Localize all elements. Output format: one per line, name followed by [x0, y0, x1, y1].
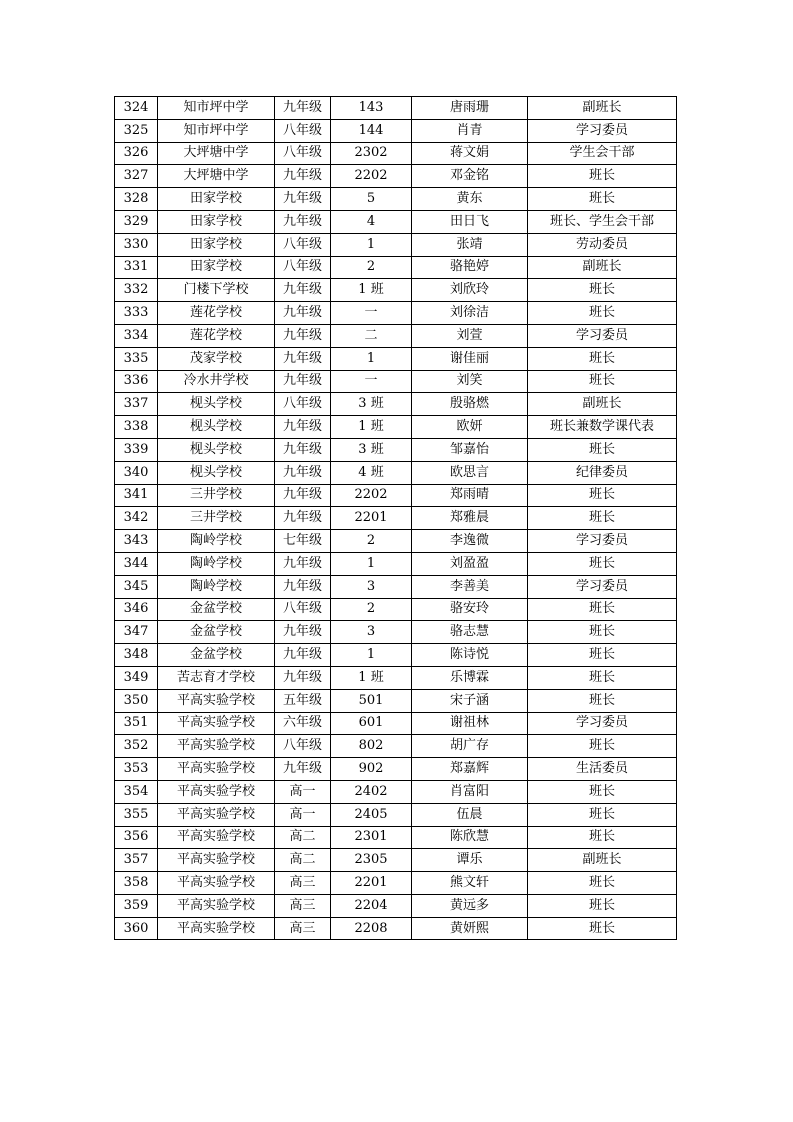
cell-school: 冷水井学校 — [158, 370, 275, 393]
cell-role: 班长 — [528, 872, 677, 895]
cell-school: 枧头学校 — [158, 416, 275, 439]
cell-number: 343 — [115, 530, 158, 553]
cell-school: 平高实验学校 — [158, 849, 275, 872]
table-row — [115, 416, 677, 439]
cell-grade: 九年级 — [275, 188, 331, 211]
cell-name: 李善美 — [412, 575, 528, 598]
cell-class: 3 班 — [331, 393, 412, 416]
cell-school: 平高实验学校 — [158, 803, 275, 826]
cell-grade: 高二 — [275, 849, 331, 872]
cell-class: 2 — [331, 598, 412, 621]
cell-name: 欧妍 — [412, 416, 528, 439]
table-row — [115, 894, 677, 917]
cell-grade: 八年级 — [275, 233, 331, 256]
cell-school: 枧头学校 — [158, 461, 275, 484]
table-row — [115, 119, 677, 142]
table-row — [115, 666, 677, 689]
table-row — [115, 210, 677, 233]
table-row — [115, 279, 677, 302]
cell-name: 骆安玲 — [412, 598, 528, 621]
cell-number: 331 — [115, 256, 158, 279]
cell-class: 802 — [331, 735, 412, 758]
cell-school: 苦志育才学校 — [158, 666, 275, 689]
cell-class: 2201 — [331, 872, 412, 895]
cell-class: 2402 — [331, 780, 412, 803]
cell-role: 班长 — [528, 347, 677, 370]
cell-role: 学习委员 — [528, 575, 677, 598]
cell-role: 班长 — [528, 279, 677, 302]
cell-school: 平高实验学校 — [158, 894, 275, 917]
cell-name: 骆志慧 — [412, 621, 528, 644]
cell-class: 2201 — [331, 507, 412, 530]
cell-number: 347 — [115, 621, 158, 644]
cell-school: 平高实验学校 — [158, 826, 275, 849]
cell-name: 刘欣玲 — [412, 279, 528, 302]
cell-school: 陶岭学校 — [158, 552, 275, 575]
table-row — [115, 712, 677, 735]
table-row — [115, 347, 677, 370]
table-row — [115, 552, 677, 575]
cell-school: 田家学校 — [158, 233, 275, 256]
cell-class: 3 — [331, 621, 412, 644]
cell-name: 刘盈盈 — [412, 552, 528, 575]
cell-number: 329 — [115, 210, 158, 233]
cell-class: 2204 — [331, 894, 412, 917]
cell-name: 殷骆燃 — [412, 393, 528, 416]
cell-number: 358 — [115, 872, 158, 895]
cell-school: 平高实验学校 — [158, 689, 275, 712]
cell-role: 班长 — [528, 165, 677, 188]
cell-class: 2202 — [331, 484, 412, 507]
table-row — [115, 165, 677, 188]
cell-number: 324 — [115, 97, 158, 120]
cell-school: 平高实验学校 — [158, 872, 275, 895]
table-row — [115, 644, 677, 667]
cell-number: 337 — [115, 393, 158, 416]
cell-role: 班长 — [528, 780, 677, 803]
cell-number: 327 — [115, 165, 158, 188]
cell-class: 2405 — [331, 803, 412, 826]
cell-school: 平高实验学校 — [158, 917, 275, 940]
cell-name: 肖富阳 — [412, 780, 528, 803]
cell-grade: 八年级 — [275, 142, 331, 165]
cell-name: 肖青 — [412, 119, 528, 142]
cell-role: 班长兼数学课代表 — [528, 416, 677, 439]
cell-role: 班长 — [528, 689, 677, 712]
cell-grade: 九年级 — [275, 484, 331, 507]
cell-class: 4 班 — [331, 461, 412, 484]
cell-class: 902 — [331, 758, 412, 781]
cell-school: 平高实验学校 — [158, 735, 275, 758]
cell-name: 李逸微 — [412, 530, 528, 553]
cell-grade: 九年级 — [275, 210, 331, 233]
cell-school: 陶岭学校 — [158, 575, 275, 598]
cell-number: 355 — [115, 803, 158, 826]
cell-number: 360 — [115, 917, 158, 940]
cell-number: 332 — [115, 279, 158, 302]
cell-grade: 九年级 — [275, 165, 331, 188]
cell-name: 郑雅晨 — [412, 507, 528, 530]
cell-role: 班长 — [528, 666, 677, 689]
cell-number: 356 — [115, 826, 158, 849]
cell-name: 谭乐 — [412, 849, 528, 872]
cell-grade: 七年级 — [275, 530, 331, 553]
cell-school: 莲花学校 — [158, 324, 275, 347]
cell-school: 枧头学校 — [158, 438, 275, 461]
cell-name: 宋子涵 — [412, 689, 528, 712]
cell-number: 341 — [115, 484, 158, 507]
table-row — [115, 188, 677, 211]
cell-name: 邓金铭 — [412, 165, 528, 188]
table-row — [115, 917, 677, 940]
cell-name: 陈欣慧 — [412, 826, 528, 849]
table-row — [115, 849, 677, 872]
table-row — [115, 575, 677, 598]
cell-name: 刘笑 — [412, 370, 528, 393]
cell-school: 田家学校 — [158, 188, 275, 211]
cell-grade: 高一 — [275, 803, 331, 826]
cell-role: 学习委员 — [528, 324, 677, 347]
cell-name: 胡广存 — [412, 735, 528, 758]
cell-number: 330 — [115, 233, 158, 256]
cell-class: 2301 — [331, 826, 412, 849]
cell-class: 1 — [331, 233, 412, 256]
table-row — [115, 97, 677, 120]
cell-role: 班长 — [528, 894, 677, 917]
cell-number: 345 — [115, 575, 158, 598]
cell-grade: 八年级 — [275, 393, 331, 416]
table-row — [115, 803, 677, 826]
cell-class: 501 — [331, 689, 412, 712]
student-roster-table — [114, 96, 677, 940]
cell-role: 班长 — [528, 484, 677, 507]
cell-grade: 五年级 — [275, 689, 331, 712]
cell-name: 刘萱 — [412, 324, 528, 347]
cell-number: 359 — [115, 894, 158, 917]
cell-class: 二 — [331, 324, 412, 347]
cell-class: 1 班 — [331, 416, 412, 439]
cell-name: 郑嘉辉 — [412, 758, 528, 781]
cell-grade: 高三 — [275, 872, 331, 895]
cell-school: 门楼下学校 — [158, 279, 275, 302]
cell-class: 2302 — [331, 142, 412, 165]
cell-role: 班长 — [528, 803, 677, 826]
table-row — [115, 438, 677, 461]
cell-school: 知市坪中学 — [158, 97, 275, 120]
cell-grade: 八年级 — [275, 598, 331, 621]
cell-school: 枧头学校 — [158, 393, 275, 416]
cell-role: 班长 — [528, 826, 677, 849]
table-row — [115, 484, 677, 507]
table-row — [115, 370, 677, 393]
cell-school: 大坪塘中学 — [158, 165, 275, 188]
table-row — [115, 758, 677, 781]
cell-number: 339 — [115, 438, 158, 461]
cell-name: 谢祖林 — [412, 712, 528, 735]
cell-school: 平高实验学校 — [158, 712, 275, 735]
cell-grade: 高三 — [275, 894, 331, 917]
cell-grade: 九年级 — [275, 666, 331, 689]
cell-number: 344 — [115, 552, 158, 575]
cell-school: 田家学校 — [158, 256, 275, 279]
cell-school: 知市坪中学 — [158, 119, 275, 142]
cell-school: 三井学校 — [158, 484, 275, 507]
cell-school: 平高实验学校 — [158, 780, 275, 803]
cell-number: 351 — [115, 712, 158, 735]
cell-name: 乐博霖 — [412, 666, 528, 689]
cell-class: 3 班 — [331, 438, 412, 461]
cell-number: 357 — [115, 849, 158, 872]
cell-role: 学习委员 — [528, 712, 677, 735]
cell-number: 338 — [115, 416, 158, 439]
cell-class: 143 — [331, 97, 412, 120]
cell-number: 349 — [115, 666, 158, 689]
cell-school: 陶岭学校 — [158, 530, 275, 553]
table-row — [115, 461, 677, 484]
cell-grade: 六年级 — [275, 712, 331, 735]
cell-class: 2202 — [331, 165, 412, 188]
cell-grade: 九年级 — [275, 575, 331, 598]
cell-number: 353 — [115, 758, 158, 781]
cell-grade: 高三 — [275, 917, 331, 940]
cell-number: 336 — [115, 370, 158, 393]
cell-school: 田家学校 — [158, 210, 275, 233]
cell-school: 三井学校 — [158, 507, 275, 530]
cell-name: 谢佳丽 — [412, 347, 528, 370]
cell-class: 4 — [331, 210, 412, 233]
cell-grade: 九年级 — [275, 347, 331, 370]
cell-grade: 高一 — [275, 780, 331, 803]
cell-name: 黄远多 — [412, 894, 528, 917]
table-row — [115, 256, 677, 279]
cell-role: 副班长 — [528, 393, 677, 416]
cell-grade: 九年级 — [275, 279, 331, 302]
cell-class: 2305 — [331, 849, 412, 872]
cell-role: 学习委员 — [528, 530, 677, 553]
cell-school: 莲花学校 — [158, 302, 275, 325]
cell-school: 金盆学校 — [158, 621, 275, 644]
cell-role: 班长 — [528, 598, 677, 621]
table-row — [115, 826, 677, 849]
cell-name: 黄妍熙 — [412, 917, 528, 940]
cell-role: 学生会干部 — [528, 142, 677, 165]
cell-class: 2 — [331, 256, 412, 279]
cell-grade: 九年级 — [275, 438, 331, 461]
cell-class: 一 — [331, 370, 412, 393]
table-row — [115, 735, 677, 758]
cell-class: 一 — [331, 302, 412, 325]
cell-class: 1 班 — [331, 666, 412, 689]
table-row — [115, 872, 677, 895]
cell-grade: 九年级 — [275, 461, 331, 484]
table-row — [115, 233, 677, 256]
cell-name: 刘徐洁 — [412, 302, 528, 325]
cell-name: 骆艳婷 — [412, 256, 528, 279]
table-row — [115, 689, 677, 712]
table-row — [115, 393, 677, 416]
cell-role: 班长 — [528, 735, 677, 758]
cell-role: 生活委员 — [528, 758, 677, 781]
cell-name: 黄东 — [412, 188, 528, 211]
cell-role: 班长 — [528, 188, 677, 211]
cell-number: 335 — [115, 347, 158, 370]
cell-school: 金盆学校 — [158, 644, 275, 667]
cell-role: 副班长 — [528, 256, 677, 279]
table-row — [115, 324, 677, 347]
cell-name: 熊文轩 — [412, 872, 528, 895]
cell-school: 茂家学校 — [158, 347, 275, 370]
table-row — [115, 621, 677, 644]
cell-number: 342 — [115, 507, 158, 530]
cell-number: 326 — [115, 142, 158, 165]
cell-grade: 九年级 — [275, 97, 331, 120]
cell-role: 纪律委员 — [528, 461, 677, 484]
cell-name: 唐雨珊 — [412, 97, 528, 120]
cell-grade: 九年级 — [275, 552, 331, 575]
cell-class: 144 — [331, 119, 412, 142]
cell-grade: 九年级 — [275, 370, 331, 393]
cell-role: 班长 — [528, 644, 677, 667]
cell-role: 班长 — [528, 507, 677, 530]
cell-number: 352 — [115, 735, 158, 758]
cell-grade: 八年级 — [275, 119, 331, 142]
cell-role: 班长 — [528, 438, 677, 461]
cell-class: 3 — [331, 575, 412, 598]
cell-number: 346 — [115, 598, 158, 621]
cell-school: 大坪塘中学 — [158, 142, 275, 165]
cell-grade: 八年级 — [275, 256, 331, 279]
roster-body — [115, 97, 677, 940]
cell-number: 340 — [115, 461, 158, 484]
cell-role: 副班长 — [528, 849, 677, 872]
cell-class: 2208 — [331, 917, 412, 940]
cell-role: 班长 — [528, 552, 677, 575]
cell-name: 蒋文娟 — [412, 142, 528, 165]
cell-class: 5 — [331, 188, 412, 211]
cell-class: 1 — [331, 347, 412, 370]
cell-class: 1 — [331, 552, 412, 575]
table-row — [115, 530, 677, 553]
cell-school: 金盆学校 — [158, 598, 275, 621]
cell-name: 伍晨 — [412, 803, 528, 826]
cell-number: 354 — [115, 780, 158, 803]
table-row — [115, 780, 677, 803]
table-row — [115, 302, 677, 325]
table-row — [115, 507, 677, 530]
cell-number: 334 — [115, 324, 158, 347]
table-row — [115, 598, 677, 621]
cell-grade: 九年级 — [275, 302, 331, 325]
cell-class: 2 — [331, 530, 412, 553]
cell-role: 学习委员 — [528, 119, 677, 142]
cell-number: 348 — [115, 644, 158, 667]
cell-class: 601 — [331, 712, 412, 735]
cell-name: 邹嘉怡 — [412, 438, 528, 461]
cell-number: 325 — [115, 119, 158, 142]
cell-grade: 九年级 — [275, 758, 331, 781]
cell-name: 田日飞 — [412, 210, 528, 233]
cell-role: 班长 — [528, 302, 677, 325]
cell-grade: 八年级 — [275, 735, 331, 758]
cell-number: 328 — [115, 188, 158, 211]
cell-role: 班长 — [528, 621, 677, 644]
cell-name: 欧思言 — [412, 461, 528, 484]
cell-role: 班长 — [528, 370, 677, 393]
cell-name: 陈诗悦 — [412, 644, 528, 667]
cell-number: 350 — [115, 689, 158, 712]
cell-grade: 九年级 — [275, 507, 331, 530]
cell-role: 班长 — [528, 917, 677, 940]
table-row — [115, 142, 677, 165]
cell-number: 333 — [115, 302, 158, 325]
cell-name: 张靖 — [412, 233, 528, 256]
cell-grade: 九年级 — [275, 644, 331, 667]
cell-grade: 九年级 — [275, 416, 331, 439]
cell-role: 副班长 — [528, 97, 677, 120]
cell-class: 1 — [331, 644, 412, 667]
cell-grade: 九年级 — [275, 621, 331, 644]
cell-class: 1 班 — [331, 279, 412, 302]
cell-grade: 九年级 — [275, 324, 331, 347]
cell-role: 劳动委员 — [528, 233, 677, 256]
cell-role: 班长、学生会干部 — [528, 210, 677, 233]
cell-grade: 高二 — [275, 826, 331, 849]
cell-name: 郑雨晴 — [412, 484, 528, 507]
cell-school: 平高实验学校 — [158, 758, 275, 781]
